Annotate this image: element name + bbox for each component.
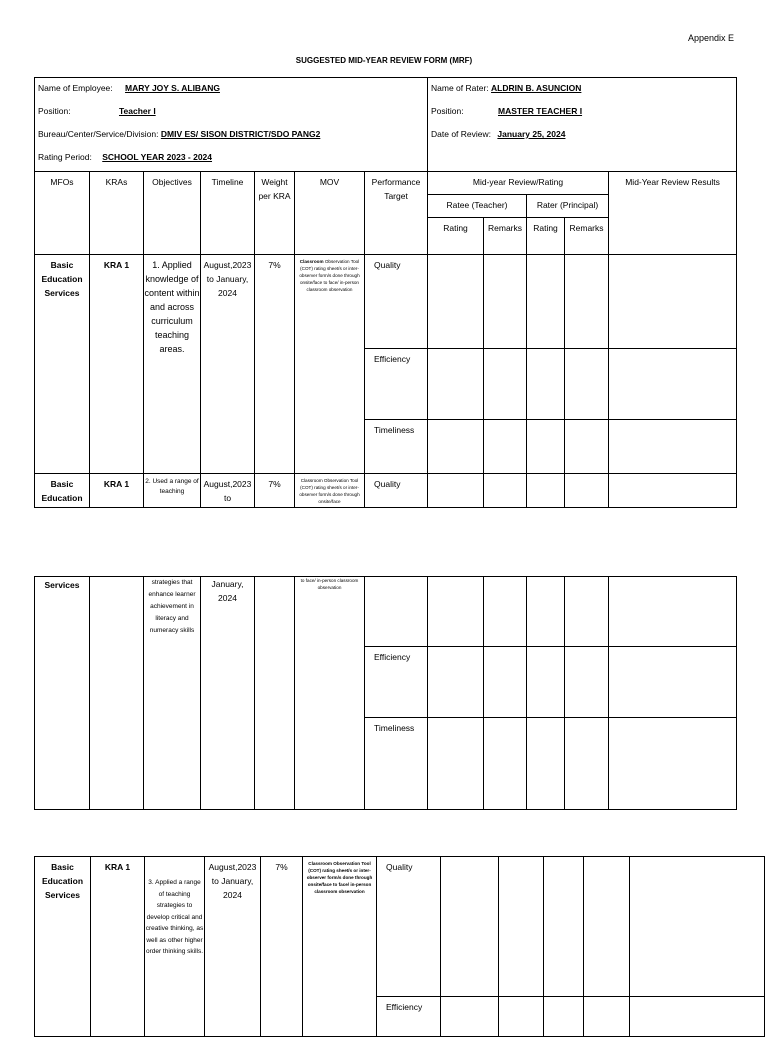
- rating-cell[interactable]: [544, 857, 584, 997]
- results-cell[interactable]: [609, 349, 737, 420]
- row2-timeliness: Timeliness: [365, 718, 428, 810]
- row2-quality-cont: [365, 577, 428, 647]
- employee-position: Teacher I: [118, 106, 156, 116]
- row2-objective-cont: strategies that enhance learner achievement in literacy and numeracy skills: [144, 577, 201, 810]
- row2-weight: 7%: [255, 474, 295, 508]
- row1-objective: 1. Applied knowledge of content within and across curriculum teaching areas.: [144, 255, 201, 474]
- bureau-value: DMIV ES/ SISON DISTRICT/SDO PANG2: [160, 129, 321, 139]
- employee-position-label: Position:: [38, 106, 71, 116]
- col-midyear-rating: Mid-year Review/Rating: [428, 172, 609, 195]
- review-table-page-3: [34, 856, 765, 1037]
- results-cell[interactable]: [630, 997, 765, 1037]
- row2-quality: Quality: [365, 474, 428, 508]
- rating-cell[interactable]: [428, 577, 484, 647]
- remarks-cell[interactable]: [565, 420, 609, 474]
- rating-cell[interactable]: [527, 255, 565, 349]
- appendix-label: Appendix E: [687, 33, 734, 43]
- rating-cell[interactable]: [428, 255, 484, 349]
- remarks-cell[interactable]: [484, 349, 527, 420]
- row1-mov: [295, 255, 365, 474]
- row2-efficiency: Efficiency: [365, 647, 428, 718]
- remarks-cell[interactable]: [584, 997, 630, 1037]
- col-rater: Rater (Principal): [527, 195, 609, 218]
- rating-cell[interactable]: [428, 718, 484, 810]
- review-table-page-1: [34, 77, 737, 508]
- col-ratee: Ratee (Teacher): [428, 195, 527, 218]
- row2-timeline-cont: January, 2024: [201, 577, 255, 810]
- rating-cell[interactable]: [527, 474, 565, 508]
- rating-period-label: Rating Period:: [38, 152, 92, 162]
- remarks-cell[interactable]: [565, 349, 609, 420]
- remarks-cell[interactable]: [565, 577, 609, 647]
- col-performance-target: Performance Target: [365, 172, 428, 255]
- rater-position-label: Position:: [431, 106, 464, 116]
- row2-mfo: Basic Education: [35, 474, 90, 508]
- remarks-cell[interactable]: [565, 474, 609, 508]
- rater-info: [428, 78, 737, 172]
- rating-cell[interactable]: [544, 997, 584, 1037]
- row2-kra-cont: [90, 577, 144, 810]
- employee-info: [35, 78, 428, 172]
- row2-mfo-cont: Services: [35, 577, 90, 810]
- row1-kra: KRA 1: [90, 255, 144, 474]
- rating-cell[interactable]: [527, 420, 565, 474]
- row1-timeliness: Timeliness: [365, 420, 428, 474]
- col-rater-remarks: Remarks: [565, 218, 609, 255]
- row2-kra: KRA 1: [90, 474, 144, 508]
- row2-mov-cont: to face/ in-person classroom observation: [295, 577, 365, 810]
- employee-name-label: Name of Employee:: [38, 83, 113, 93]
- remarks-cell[interactable]: [584, 857, 630, 997]
- remarks-cell[interactable]: [484, 474, 527, 508]
- col-weight: Weight per KRA: [255, 172, 295, 255]
- row3-quality: Quality: [377, 857, 441, 997]
- results-cell[interactable]: [609, 577, 737, 647]
- rater-name-label: Name of Rater:: [431, 83, 489, 93]
- results-cell[interactable]: [609, 474, 737, 508]
- col-kras: KRAs: [90, 172, 144, 255]
- rating-cell[interactable]: [527, 349, 565, 420]
- col-midyear-results: Mid-Year Review Results: [609, 172, 737, 255]
- row3-efficiency: Efficiency: [377, 997, 441, 1037]
- col-ratee-rating: Rating: [428, 218, 484, 255]
- rating-cell[interactable]: [527, 718, 565, 810]
- bureau-label: Bureau/Center/Service/Division:: [38, 129, 159, 139]
- remarks-cell[interactable]: [565, 718, 609, 810]
- row3-timeline: August,2023 to January, 2024: [205, 857, 261, 1037]
- remarks-cell[interactable]: [484, 577, 527, 647]
- row1-weight: 7%: [255, 255, 295, 474]
- rater-position: MASTER TEACHER I: [498, 106, 583, 116]
- remarks-cell[interactable]: [484, 420, 527, 474]
- col-rater-rating: Rating: [527, 218, 565, 255]
- remarks-cell[interactable]: [499, 857, 544, 997]
- results-cell[interactable]: [630, 857, 765, 997]
- form-title: SUGGESTED MID-YEAR REVIEW FORM (MRF): [295, 56, 473, 65]
- row2-mov: Classroom Observation Tool (COT) rating sheet/s or inter-observer form/s done through onsite/face: [295, 474, 365, 508]
- results-cell[interactable]: [609, 420, 737, 474]
- row1-mfo: Basic Education Services: [35, 255, 90, 474]
- col-mov: MOV: [295, 172, 365, 255]
- row3-mov: Classroom Observation Tool (COT) rating sheet/s or inter-observer form/s done through onsite/face to face/ in-person classroom observation: [303, 857, 377, 1037]
- row1-mov-text: Observation Tool (COT) rating sheet/s or inter-observer form/s done through onsite/face to face/ in-person classroom observation: [299, 259, 360, 292]
- results-cell[interactable]: [609, 255, 737, 349]
- col-mfos: MFOs: [35, 172, 90, 255]
- row2-objective: 2. Used a range of teaching: [144, 474, 201, 508]
- rating-cell[interactable]: [428, 647, 484, 718]
- col-timeline: Timeline: [201, 172, 255, 255]
- remarks-cell[interactable]: [565, 255, 609, 349]
- remarks-cell[interactable]: [484, 255, 527, 349]
- row3-objective: 3. Applied a range of teaching strategies to develop critical and creative thinking, as well as other higher order thinking skills.: [145, 857, 205, 1037]
- rating-cell[interactable]: [428, 474, 484, 508]
- review-table-page-2: [34, 576, 737, 810]
- row3-weight: 7%: [261, 857, 303, 1037]
- review-date-label: Date of Review:: [431, 129, 492, 139]
- remarks-cell[interactable]: [565, 647, 609, 718]
- remarks-cell[interactable]: [484, 718, 527, 810]
- row1-efficiency: Efficiency: [365, 349, 428, 420]
- row2-timeline: August,2023 to: [201, 474, 255, 508]
- rating-cell[interactable]: [428, 349, 484, 420]
- review-date: January 25, 2024: [497, 129, 566, 139]
- row3-mfo: Basic Education Services: [35, 857, 91, 1037]
- remarks-cell[interactable]: [484, 647, 527, 718]
- employee-name: MARY JOY S. ALIBANG: [125, 83, 220, 93]
- rating-cell[interactable]: [428, 420, 484, 474]
- row1-mov-lead: Classroom: [299, 259, 324, 264]
- rating-period: SCHOOL YEAR 2023 - 2024: [102, 152, 213, 162]
- results-cell[interactable]: [609, 647, 737, 718]
- rating-cell[interactable]: [441, 997, 499, 1037]
- row2-weight-cont: [255, 577, 295, 810]
- rating-cell[interactable]: [527, 647, 565, 718]
- rater-name: ALDRIN B. ASUNCION: [491, 83, 582, 93]
- row1-quality: Quality: [365, 255, 428, 349]
- remarks-cell[interactable]: [499, 997, 544, 1037]
- rating-cell[interactable]: [527, 577, 565, 647]
- rating-cell[interactable]: [441, 857, 499, 997]
- results-cell[interactable]: [609, 718, 737, 810]
- col-ratee-remarks: Remarks: [484, 218, 527, 255]
- row3-kra: KRA 1: [91, 857, 145, 1037]
- row1-timeline: August,2023 to January, 2024: [201, 255, 255, 474]
- col-objectives: Objectives: [144, 172, 201, 255]
